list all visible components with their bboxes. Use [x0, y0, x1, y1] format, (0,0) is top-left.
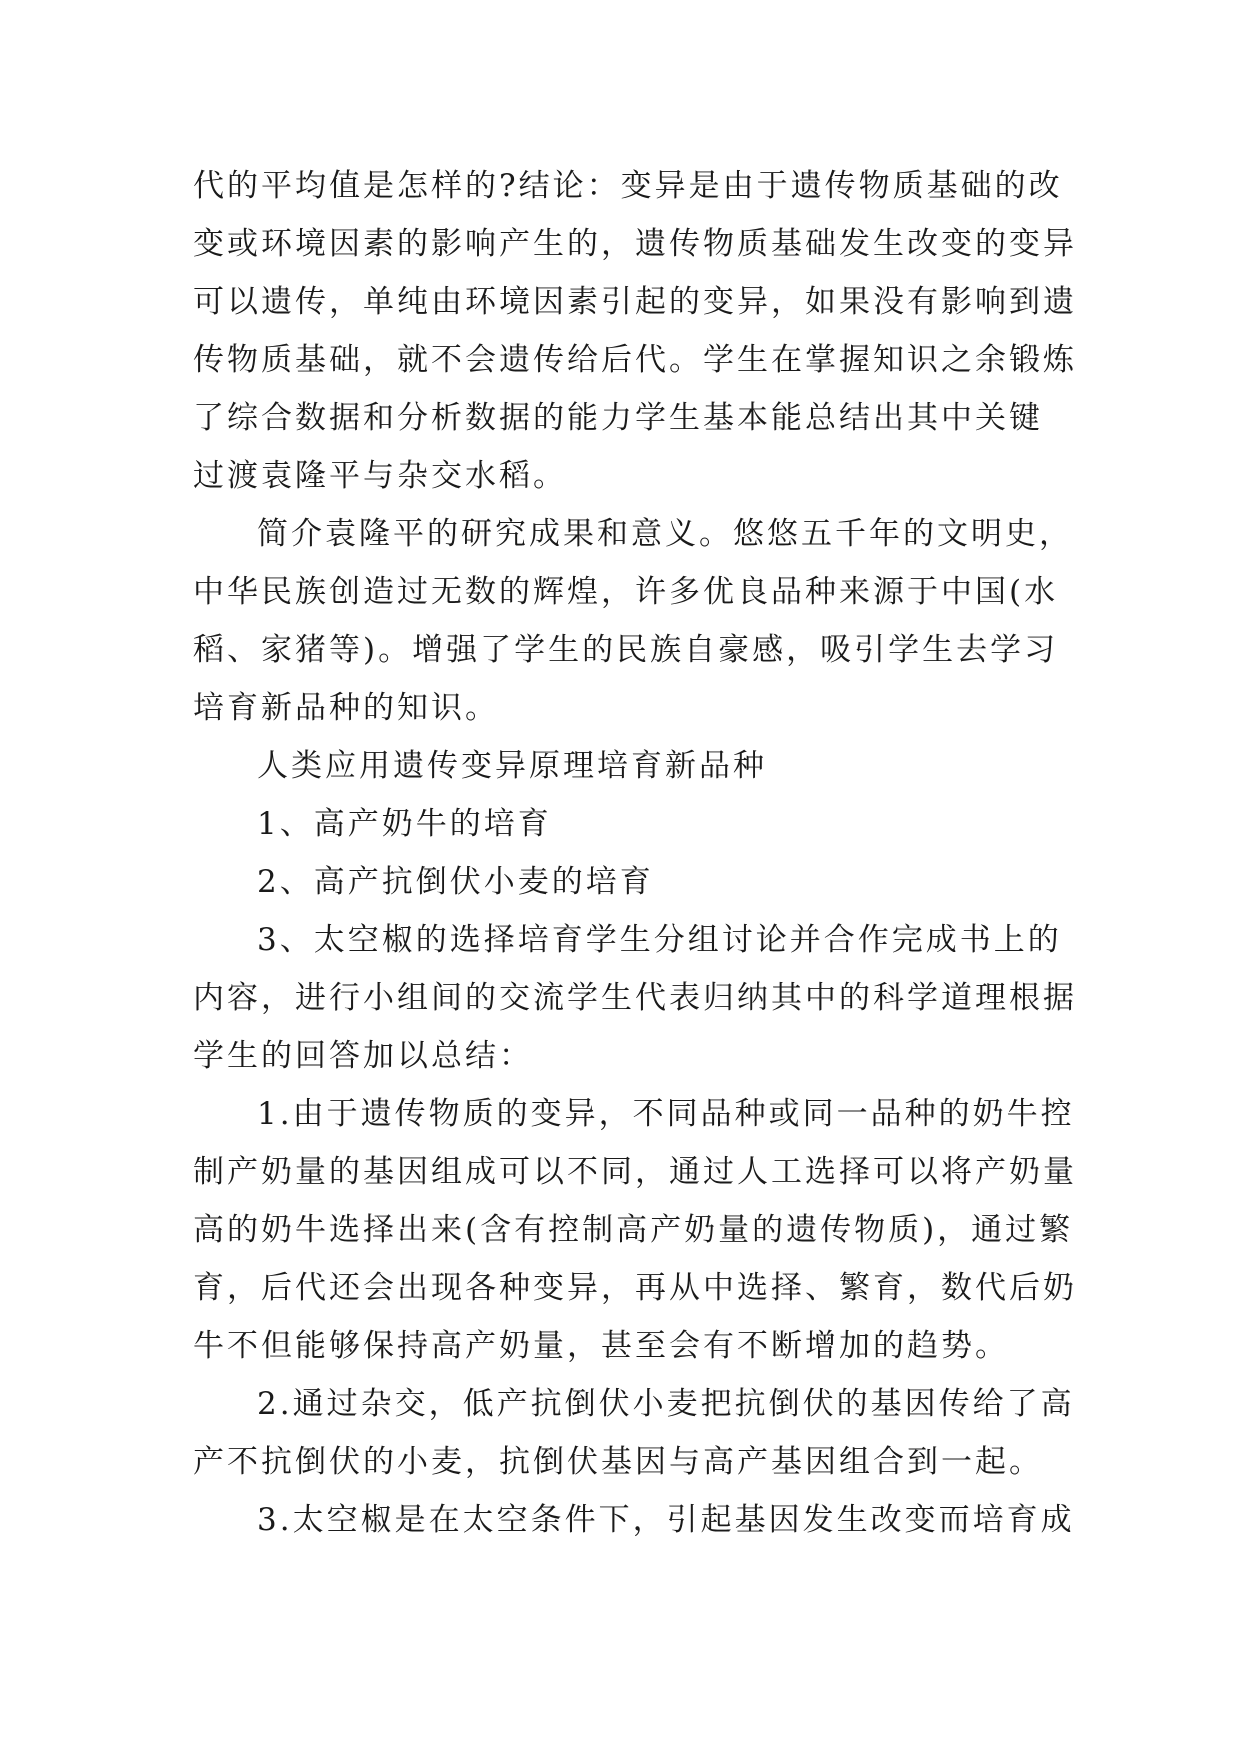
text-line: 中华民族创造过无数的辉煌，许多优良品种来源于中国(水 [193, 574, 1059, 610]
text-line: 学生的回答加以总结： [193, 1038, 533, 1074]
text-line: 可以遗传，单纯由环境因素引起的变异，如果没有影响到遗 [193, 284, 1077, 320]
document-body [193, 157, 1077, 1549]
paragraph-start-line: 简介袁隆平的研究成果和意义。悠悠五千年的文明史， [257, 516, 1073, 552]
text-line: 制产奶量的基因组成可以不同，通过人工选择可以将产奶量 [193, 1154, 1077, 1190]
text-line: 产不抗倒伏的小麦，抗倒伏基因与高产基因组合到一起。 [193, 1444, 1043, 1480]
text-line: 过渡袁隆平与杂交水稻。 [193, 458, 567, 494]
list-item: 3、太空椒的选择培育学生分组讨论并合作完成书上的 [257, 922, 1062, 958]
text-line: 了综合数据和分析数据的能力学生基本能总结出其中关键 [193, 400, 1043, 436]
text-line: 牛不但能够保持高产奶量，甚至会有不断增加的趋势。 [193, 1328, 1009, 1364]
text-line: 内容，进行小组间的交流学生代表归纳其中的科学道理根据 [193, 980, 1077, 1016]
text-line: 育，后代还会出现各种变异，再从中选择、繁育，数代后奶 [193, 1270, 1077, 1306]
text-line: 稻、家猪等)。增强了学生的民族自豪感，吸引学生去学习 [193, 632, 1059, 668]
numbered-point: 2.通过杂交，低产抗倒伏小麦把抗倒伏的基因传给了高 [257, 1386, 1075, 1422]
text-line: 传物质基础，就不会遗传给后代。学生在掌握知识之余锻炼 [193, 342, 1077, 378]
text-line: 培育新品种的知识。 [193, 690, 499, 726]
section-heading: 人类应用遗传变异原理培育新品种 [257, 748, 767, 784]
text-line: 高的奶牛选择出来(含有控制高产奶量的遗传物质)，通过繁 [193, 1212, 1074, 1248]
text-line: 变或环境因素的影响产生的，遗传物质基础发生改变的变异 [193, 226, 1077, 262]
numbered-point: 1.由于遗传物质的变异，不同品种或同一品种的奶牛控 [257, 1096, 1075, 1132]
numbered-point: 3.太空椒是在太空条件下，引起基因发生改变而培育成 [257, 1502, 1075, 1538]
text-line: 代的平均值是怎样的?结论：变异是由于遗传物质基础的改 [193, 168, 1063, 204]
list-item: 1、高产奶牛的培育 [257, 806, 552, 842]
list-item: 2、高产抗倒伏小麦的培育 [257, 864, 654, 900]
